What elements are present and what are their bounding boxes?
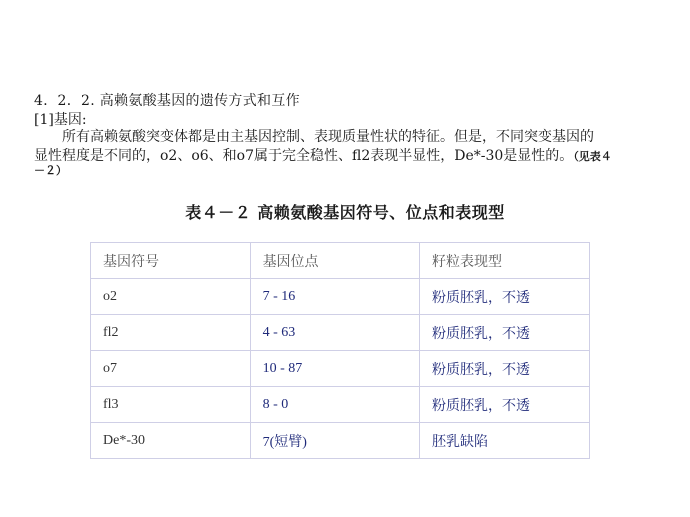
table-header-row — [91, 243, 590, 279]
gene-table — [90, 242, 590, 459]
cell-gene-symbol: fl3 — [91, 387, 251, 423]
table-row — [91, 387, 590, 423]
header-gene-locus: 基因位点 — [250, 243, 419, 279]
cell-gene-locus: 8 - 0 — [250, 387, 419, 423]
header-gene-symbol: 基因符号 — [91, 243, 251, 279]
cell-kernel-phenotype: 粉质胚乳，不透 — [420, 279, 590, 315]
table-row — [91, 423, 590, 459]
cell-gene-locus: 7 - 16 — [250, 279, 419, 315]
paragraph-line-1: 所有高赖氨酸突变体都是由主基因控制、表现质量性状的特征。但是，不同突变基因的 — [62, 129, 594, 145]
cell-gene-symbol: De*-30 — [91, 423, 251, 459]
section-heading: 4．2．2. 高赖氨酸基因的遗传方式和互作 — [34, 93, 300, 109]
cell-kernel-phenotype: 粉质胚乳，不透 — [420, 387, 590, 423]
cell-gene-locus: 7(短臂) — [250, 423, 419, 459]
table-reference-b: －２） — [34, 164, 67, 177]
cell-gene-locus: 4 - 63 — [250, 315, 419, 351]
subsection-heading: [1]基因: — [34, 112, 87, 128]
table-reference-a: （见表４ — [573, 150, 612, 163]
cell-gene-locus: 10 - 87 — [250, 351, 419, 387]
cell-kernel-phenotype: 粉质胚乳，不透 — [420, 315, 590, 351]
paragraph-line-2 — [34, 145, 612, 165]
cell-gene-symbol: o2 — [91, 279, 251, 315]
table-row — [91, 279, 590, 315]
table-caption: 表４－２ 高赖氨酸基因符号、位点和表现型 — [185, 203, 505, 222]
cell-kernel-phenotype: 粉质胚乳，不透 — [420, 351, 590, 387]
header-kernel-phenotype: 籽粒表现型 — [420, 243, 590, 279]
cell-kernel-phenotype: 胚乳缺陷 — [420, 423, 590, 459]
cell-gene-symbol: fl2 — [91, 315, 251, 351]
paragraph-line-2-text: 显性程度是不同的，o2、o6、和o7属于完全稳性、fl2表现半显性，De*-30是显性的。 — [34, 148, 574, 164]
table-row — [91, 351, 590, 387]
table-row — [91, 315, 590, 351]
cell-gene-symbol: o7 — [91, 351, 251, 387]
